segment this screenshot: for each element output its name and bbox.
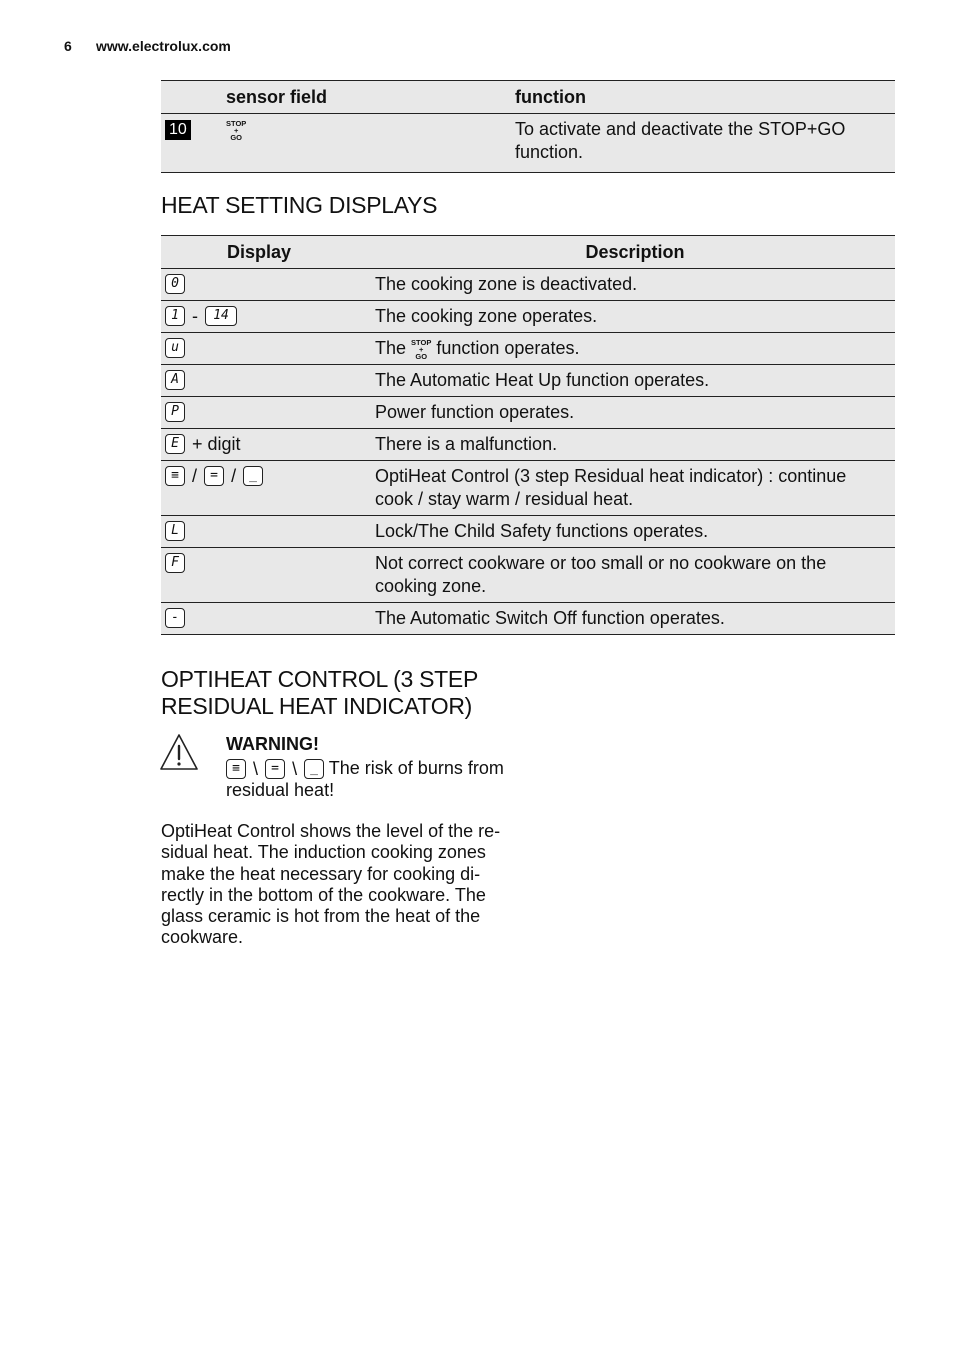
heat-setting-displays-heading: HEAT SETTING DISPLAYS xyxy=(161,192,438,218)
table-row xyxy=(161,269,895,301)
row-description: Not correct cookware or too small or no cookware on the cooking zone. xyxy=(375,548,895,603)
row-description: Power function operates. xyxy=(375,397,895,429)
row-description: The STOP + GO function operates. xyxy=(375,333,895,365)
display-f-icon: F xyxy=(165,553,185,573)
digit-label: + digit xyxy=(192,433,241,454)
table-header-row xyxy=(161,236,895,269)
residual-heat-medium-icon: = xyxy=(265,759,285,779)
row-description: OptiHeat Control (3 step Residual heat indicator) : continue cook / stay warm / residual heat. xyxy=(375,461,895,516)
display-dash-icon: - xyxy=(165,608,185,628)
column-header-sensor-field: sensor field xyxy=(226,81,515,114)
row-description: The Automatic Switch Off function operates. xyxy=(375,603,895,635)
residual-heat-high-icon: ≡ xyxy=(165,466,185,486)
optiheat-heading: OPTIHEAT CONTROL (3 STEP RESIDUAL HEAT INDICATOR) xyxy=(161,666,478,719)
row-description: The cooking zone is deactivated. xyxy=(375,269,895,301)
row-description: Lock/The Child Safety functions operates. xyxy=(375,516,895,548)
page-number: 6 xyxy=(64,38,72,54)
range-separator: - xyxy=(192,305,199,326)
item-number-badge: 10 xyxy=(165,120,191,140)
stop-go-icon: STOP + GO xyxy=(226,119,247,142)
display-1-icon: 1 xyxy=(165,306,185,326)
site-url[interactable]: www.electrolux.com xyxy=(96,38,231,54)
stop-go-icon: STOP + GO xyxy=(411,337,432,361)
table-row xyxy=(161,516,895,548)
residual-heat-medium-icon: = xyxy=(204,466,224,486)
residual-heat-low-icon: _ xyxy=(304,759,324,779)
function-description: To activate and deactivate the STOP+GO function. xyxy=(515,114,895,173)
display-e-icon: E xyxy=(165,434,185,454)
display-0-icon: 0 xyxy=(165,274,185,294)
table-row: ≡ / = / _ OptiHeat Control (3 step Residual heat indicator) : continue cook / stay warm / residual heat. xyxy=(161,461,895,516)
table-row xyxy=(161,365,895,397)
column-header-display: Display xyxy=(161,236,375,269)
table-row xyxy=(161,333,895,365)
display-a-icon: A xyxy=(165,370,185,390)
display-p-icon: P xyxy=(165,402,185,422)
residual-heat-low-icon: _ xyxy=(243,466,263,486)
table-row xyxy=(161,397,895,429)
page-header xyxy=(64,38,231,54)
column-header-function: function xyxy=(515,81,895,114)
display-l-icon: L xyxy=(165,521,185,541)
warning-text: ≡ \ = \ _ The risk of burns from residual heat! xyxy=(226,758,504,800)
row-description: There is a malfunction. xyxy=(375,429,895,461)
residual-heat-high-icon: ≡ xyxy=(226,759,246,779)
table-row xyxy=(161,114,895,173)
row-description: The cooking zone operates. xyxy=(375,301,895,333)
display-table xyxy=(161,235,895,635)
warning-triangle-icon xyxy=(159,733,199,776)
table-row xyxy=(161,548,895,603)
table-row xyxy=(161,301,895,333)
column-header-description: Description xyxy=(375,236,895,269)
display-14-icon: 14 xyxy=(205,306,237,326)
table-header-row xyxy=(161,81,895,114)
display-u-icon: u xyxy=(165,338,185,358)
warning-title: WARNING! xyxy=(226,734,319,754)
table-row xyxy=(161,429,895,461)
sensor-table xyxy=(161,80,895,173)
table-row xyxy=(161,603,895,635)
optiheat-description: OptiHeat Control shows the level of the re-sidual heat. The induction cooking zones make the heat necessary for cooking di-rectly in the bottom of the cookware. The glass ceramic is hot from the heat of the cookware. xyxy=(161,821,501,948)
row-description: The Automatic Heat Up function operates. xyxy=(375,365,895,397)
